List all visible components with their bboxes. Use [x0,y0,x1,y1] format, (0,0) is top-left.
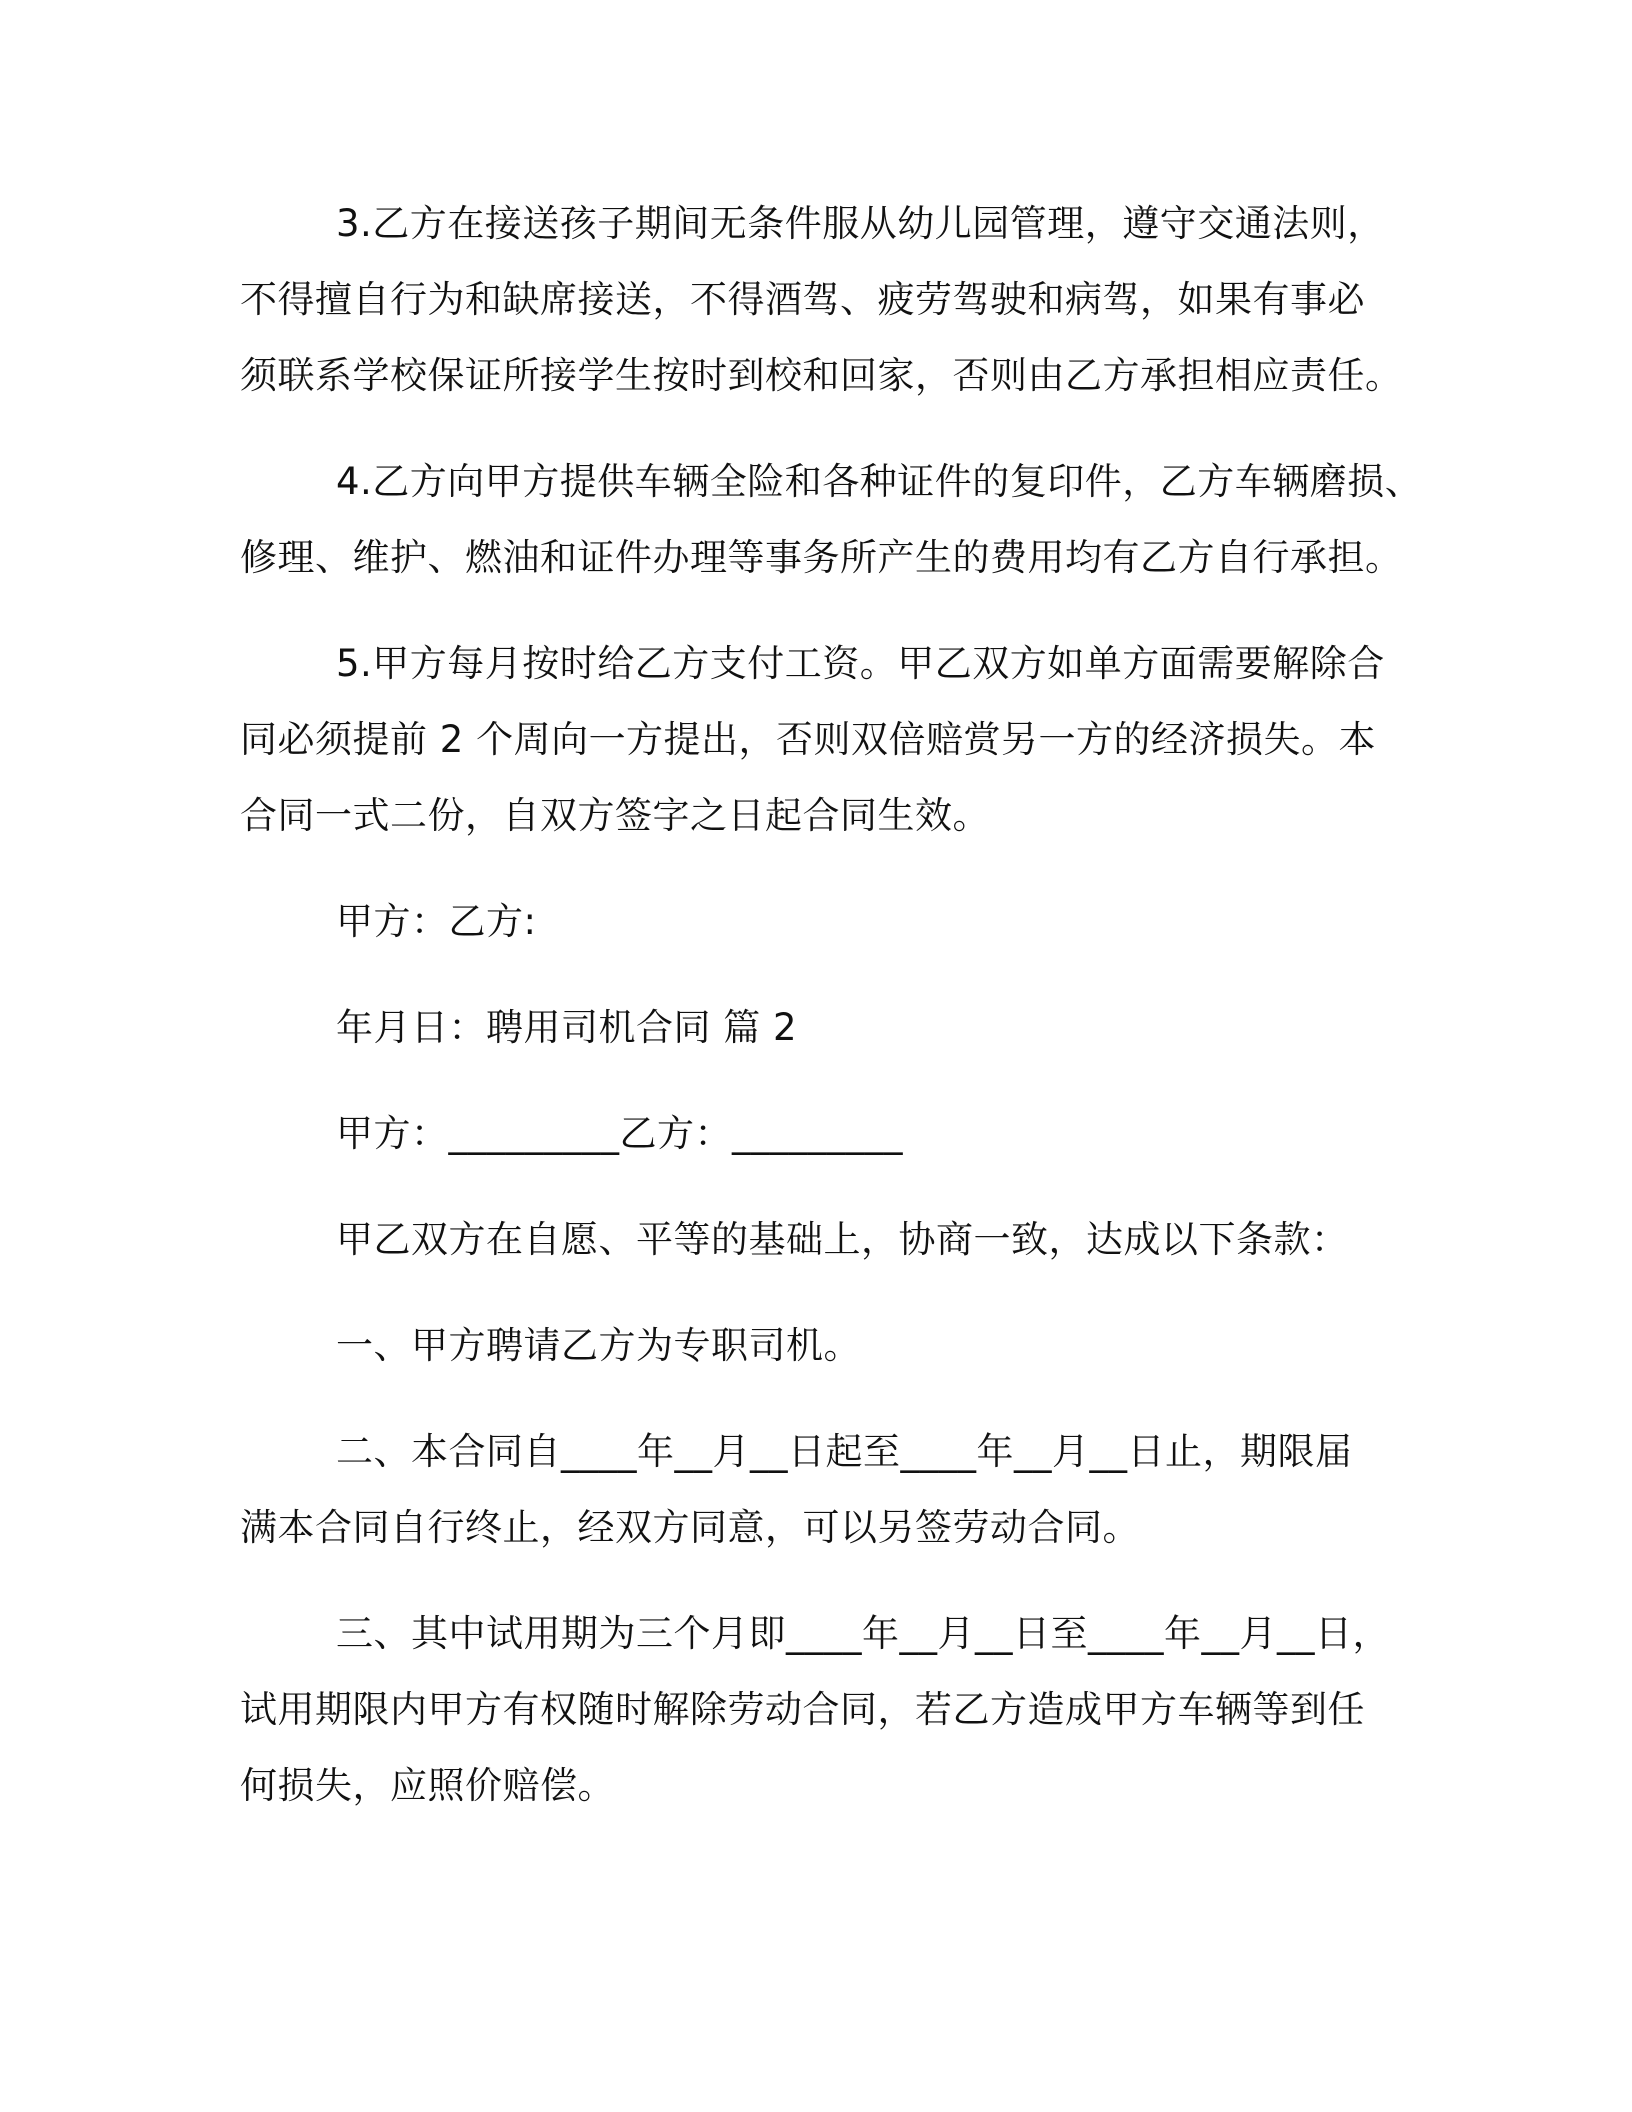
clause-line: 试用期限内甲方有权随时解除劳动合同，若乙方造成甲方车辆等到任 [240,1688,1365,1731]
paragraph-line: 不得擅自行为和缺席接送，不得酒驾、疲劳驾驶和病驾，如果有事必 [240,278,1365,321]
clause-line: 二、本合同自____年__月__日起至____年__月__日止，期限届 [336,1430,1353,1473]
paragraph-line: 合同一式二份，自双方签字之日起合同生效。 [240,794,990,837]
paragraph-3 [240,186,1403,414]
clause-line: 三、其中试用期为三个月即____年__月__日至____年__月__日， [336,1612,1390,1655]
paragraph-line: 修理、维护、燃油和证件办理等事务所产生的费用均有乙方自行承担。 [240,536,1403,579]
clause-line: 满本合同自行终止，经双方同意，可以另签劳动合同。 [240,1506,1140,1549]
document-body [240,186,1423,1824]
paragraph-line: 4.乙方向甲方提供车辆全险和各种证件的复印件，乙方车辆磨损、 [336,460,1423,503]
clause-line: 何损失，应照价赔偿。 [240,1764,615,1807]
signature-line: 甲方：乙方: [336,900,537,943]
clause-3 [240,1596,1400,1824]
paragraph-line: 须联系学校保证所接学生按时到校和回家，否则由乙方承担相应责任。 [240,354,1403,397]
paragraph-line: 3.乙方在接送孩子期间无条件服从幼儿园管理，遵守交通法则， [336,202,1385,245]
intro-line: 甲乙双方在自愿、平等的基础上，协商一致，达成以下条款： [336,1218,1349,1261]
paragraph-line: 5.甲方每月按时给乙方支付工资。甲乙双方如单方面需要解除合 [336,642,1385,685]
parties-line: 甲方：_________乙方：_________ [336,1112,903,1155]
date-title-line: 年月日：聘用司机合同 篇 2 [336,1006,798,1049]
clause-line: 一、甲方聘请乙方为专职司机。 [336,1324,861,1367]
clause-1 [240,1308,1400,1384]
paragraph-4 [240,444,1423,596]
clause-2 [240,1414,1400,1566]
paragraph-line: 同必须提前 2 个周向一方提出，否则双倍赔赏另一方的经济损失。本 [240,718,1377,761]
paragraph-5 [240,626,1400,854]
